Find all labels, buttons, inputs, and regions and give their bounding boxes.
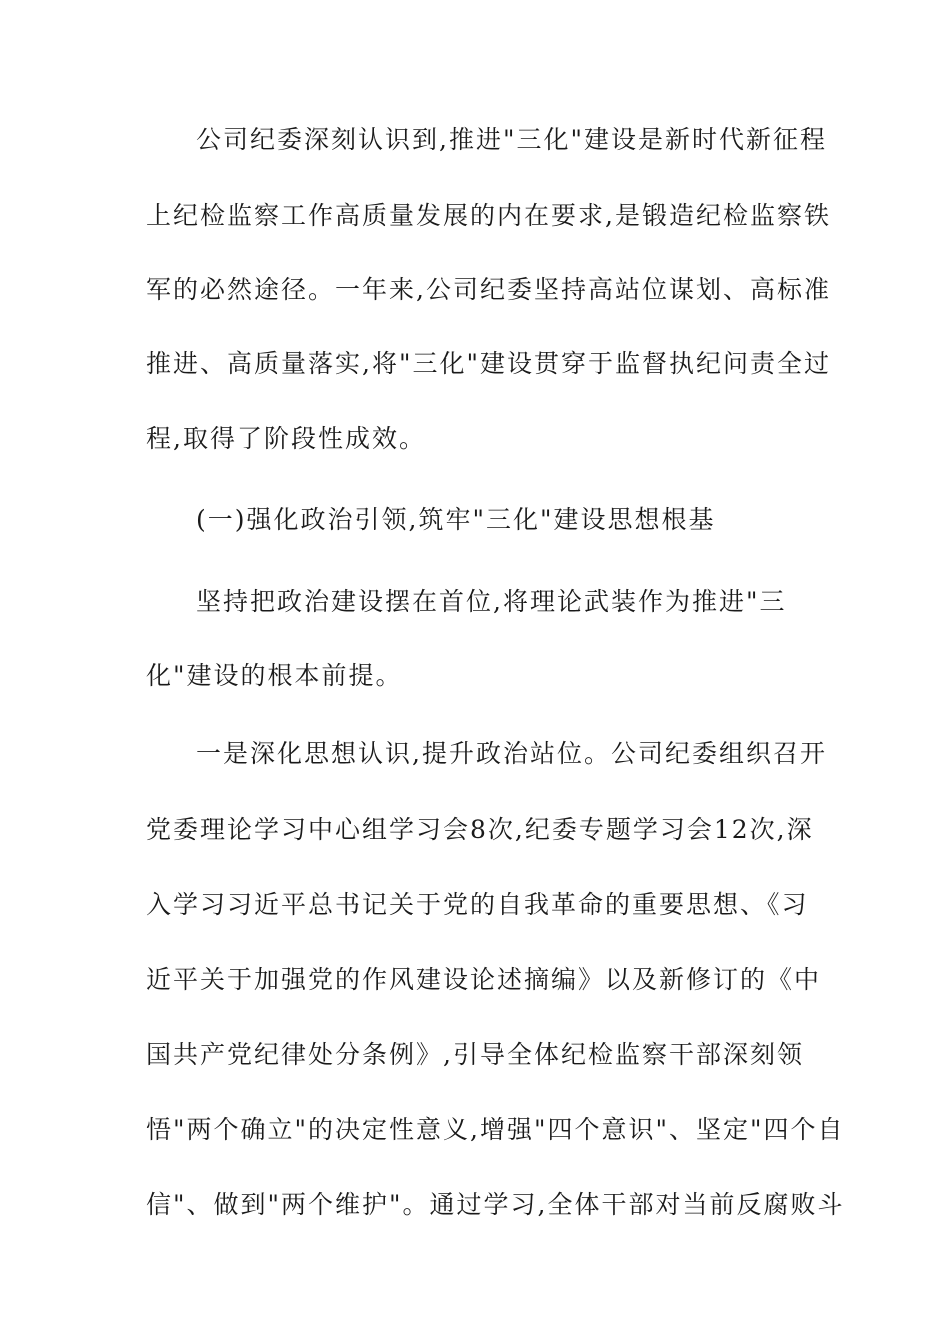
paragraph-3-line-6: 悟"两个确立"的决定性意义,增强"四个意识"、坚定"四个自 xyxy=(146,1115,845,1144)
paragraph-1-line-5: 程,取得了阶段性成效。 xyxy=(146,424,426,453)
paragraph-3-line-5: 国共产党纪律处分条例》,引导全体纪检监察干部深刻领 xyxy=(146,1040,804,1069)
paragraph-1-line-3: 军的必然途径。一年来,公司纪委坚持高站位谋划、高标准 xyxy=(146,275,831,304)
paragraph-3-line-4: 近平关于加强党的作风建设论述摘编》以及新修订的《中 xyxy=(146,965,822,994)
paragraph-3-line-3: 入学习习近平总书记关于党的自我革命的重要思想、《习 xyxy=(146,890,809,919)
paragraph-3-line-7: 信"、做到"两个维护"。通过学习,全体干部对当前反腐败斗 xyxy=(146,1190,845,1219)
paragraph-1-line-2: 上纪检监察工作高质量发展的内在要求,是锻造纪检监察铁 xyxy=(146,201,831,230)
section-heading-1: (一)强化政治引领,筑牢"三化"建设思想根基 xyxy=(196,505,716,534)
paragraph-1-line-4: 推进、高质量落实,将"三化"建设贯穿于监督执纪问责全过 xyxy=(146,349,831,378)
paragraph-3-line-1: 一是深化思想认识,提升政治站位。公司纪委组织召开 xyxy=(196,739,827,768)
paragraph-2-line-1: 坚持把政治建设摆在首位,将理论武装作为推进"三 xyxy=(196,587,787,616)
paragraph-2-line-2: 化"建设的根本前提。 xyxy=(146,661,403,690)
paragraph-1-line-1: 公司纪委深刻认识到,推进"三化"建设是新时代新征程 xyxy=(196,125,827,154)
paragraph-3-line-2: 党委理论学习中心组学习会8次,纪委专题学习会12次,深 xyxy=(146,815,814,844)
